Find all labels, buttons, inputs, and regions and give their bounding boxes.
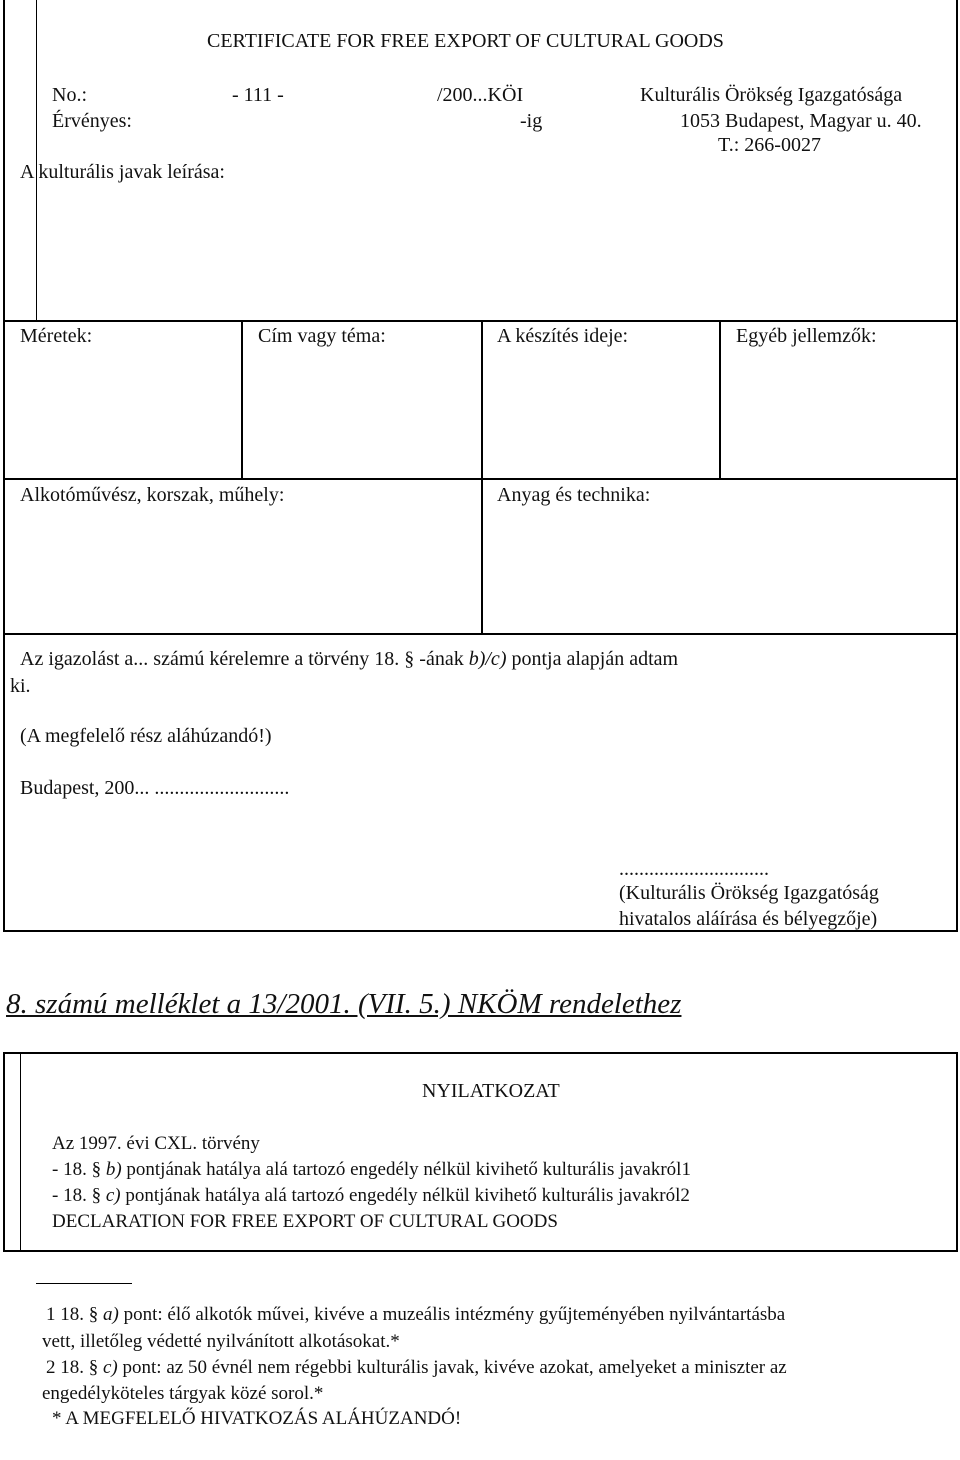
law-line: Az 1997. évi CXL. törvény	[52, 1133, 260, 1154]
title-subject-label: Cím vagy téma:	[258, 325, 386, 347]
signature-dots: ..............................	[619, 858, 769, 880]
issued-text-a: Az igazolást a	[20, 648, 134, 670]
declaration-title: NYILATKOZAT	[422, 1080, 560, 1102]
fn1-prefix: 1 18.	[46, 1304, 84, 1325]
footnote-1-line-1	[46, 1304, 785, 1326]
artist-label: Alkotóművész, korszak, műhely:	[20, 484, 285, 506]
signature-caption-1: (Kulturális Örökség Igazgatóság	[619, 882, 879, 904]
fn2-text-1: pont: az 50 évnél nem régebbi kulturális javak, kivéve azokat, amelyeket a miniszter az	[117, 1357, 787, 1378]
no-year: /200...KÖI	[437, 84, 524, 106]
issued-line-2: ki.	[10, 675, 31, 697]
section-sign: §	[404, 648, 415, 670]
item-c-text: pontjának hatálya alá tartozó engedély nélkül kivihető kulturális javakról2	[120, 1185, 690, 1206]
item-c-italic: c)	[105, 1185, 121, 1206]
footnote-separator	[36, 1283, 132, 1284]
material-label: Anyag és technika:	[497, 484, 651, 506]
no-label: No.:	[52, 84, 87, 106]
annex-heading: 8. számú melléklet a 13/2001. (VII. 5.) NKÖM rendelethez	[6, 988, 682, 1020]
fn2-prefix: 2 18.	[46, 1357, 84, 1378]
item-b-text: pontjának hatálya alá tartozó engedély nélkül kivihető kulturális javakról1	[121, 1159, 691, 1180]
place-date: Budapest, 200... ...........................	[20, 777, 290, 799]
signature-caption-2: hivatalos aláírása és bélyegzője)	[619, 908, 878, 930]
declaration-english-title: DECLARATION FOR FREE EXPORT OF CULTURAL GOODS	[52, 1211, 558, 1232]
authority-address: 1053 Budapest, Magyar u. 40.	[680, 110, 922, 132]
certificate-inner-left-border	[36, 0, 37, 320]
footnote-2-line-1	[46, 1357, 787, 1379]
issued-text-c: -ának	[414, 648, 469, 670]
footnote-2-line-2: engedélyköteles tárgyak közé sorol.*	[42, 1383, 324, 1404]
section-sign: §	[91, 1159, 102, 1180]
item-c-prefix: - 18.	[52, 1185, 87, 1206]
fn1-italic: a)	[103, 1304, 119, 1325]
dimensions-label: Méretek:	[20, 325, 93, 347]
declaration-item-b	[52, 1159, 691, 1181]
description-label: A kulturális javak leírása:	[20, 161, 225, 183]
issued-line-1	[20, 648, 678, 671]
col-sep-1	[241, 320, 243, 479]
issued-text-d: pontja alapján adtam	[506, 648, 679, 670]
section-sign: §	[91, 1185, 102, 1206]
underline-note: (A megfelelő rész aláhúzandó!)	[20, 725, 272, 747]
item-b-italic: b)	[105, 1159, 122, 1180]
item-b-prefix: - 18.	[52, 1159, 87, 1180]
authority-phone: T.: 266-0027	[718, 134, 821, 156]
section-sign: §	[88, 1357, 99, 1378]
col-sep-3	[719, 320, 721, 479]
section-sign: §	[88, 1304, 99, 1325]
footnote-note: * A MEGFELELŐ HIVATKOZÁS ALÁHÚZANDÓ!	[52, 1408, 462, 1429]
certificate-title: CERTIFICATE FOR FREE EXPORT OF CULTURAL GOODS	[207, 30, 724, 52]
no-value: - 111 -	[232, 84, 284, 106]
creation-date-label: A készítés ideje:	[497, 325, 629, 347]
declaration-item-c	[52, 1185, 690, 1207]
issued-italic-ref: b)/c)	[468, 648, 507, 670]
other-features-label: Egyéb jellemzők:	[736, 325, 877, 347]
fn1-text-1: pont: élő alkotók művei, kivéve a muzeális intézmény gyűjteményében nyilvántartásba	[118, 1304, 786, 1325]
fn2-italic: c)	[103, 1357, 118, 1378]
authority-name: Kulturális Örökség Igazgatósága	[640, 84, 903, 106]
col-sep-2	[481, 320, 483, 635]
declaration-inner-left-border	[20, 1052, 21, 1252]
valid-suffix: -ig	[520, 110, 543, 132]
footnote-1-line-2: vett, illetőleg védetté nyilvánított alkotásokat.*	[42, 1331, 400, 1352]
issued-text-b: ... számú kérelemre a törvény 18.	[133, 648, 400, 670]
valid-label: Érvényes:	[52, 110, 132, 132]
